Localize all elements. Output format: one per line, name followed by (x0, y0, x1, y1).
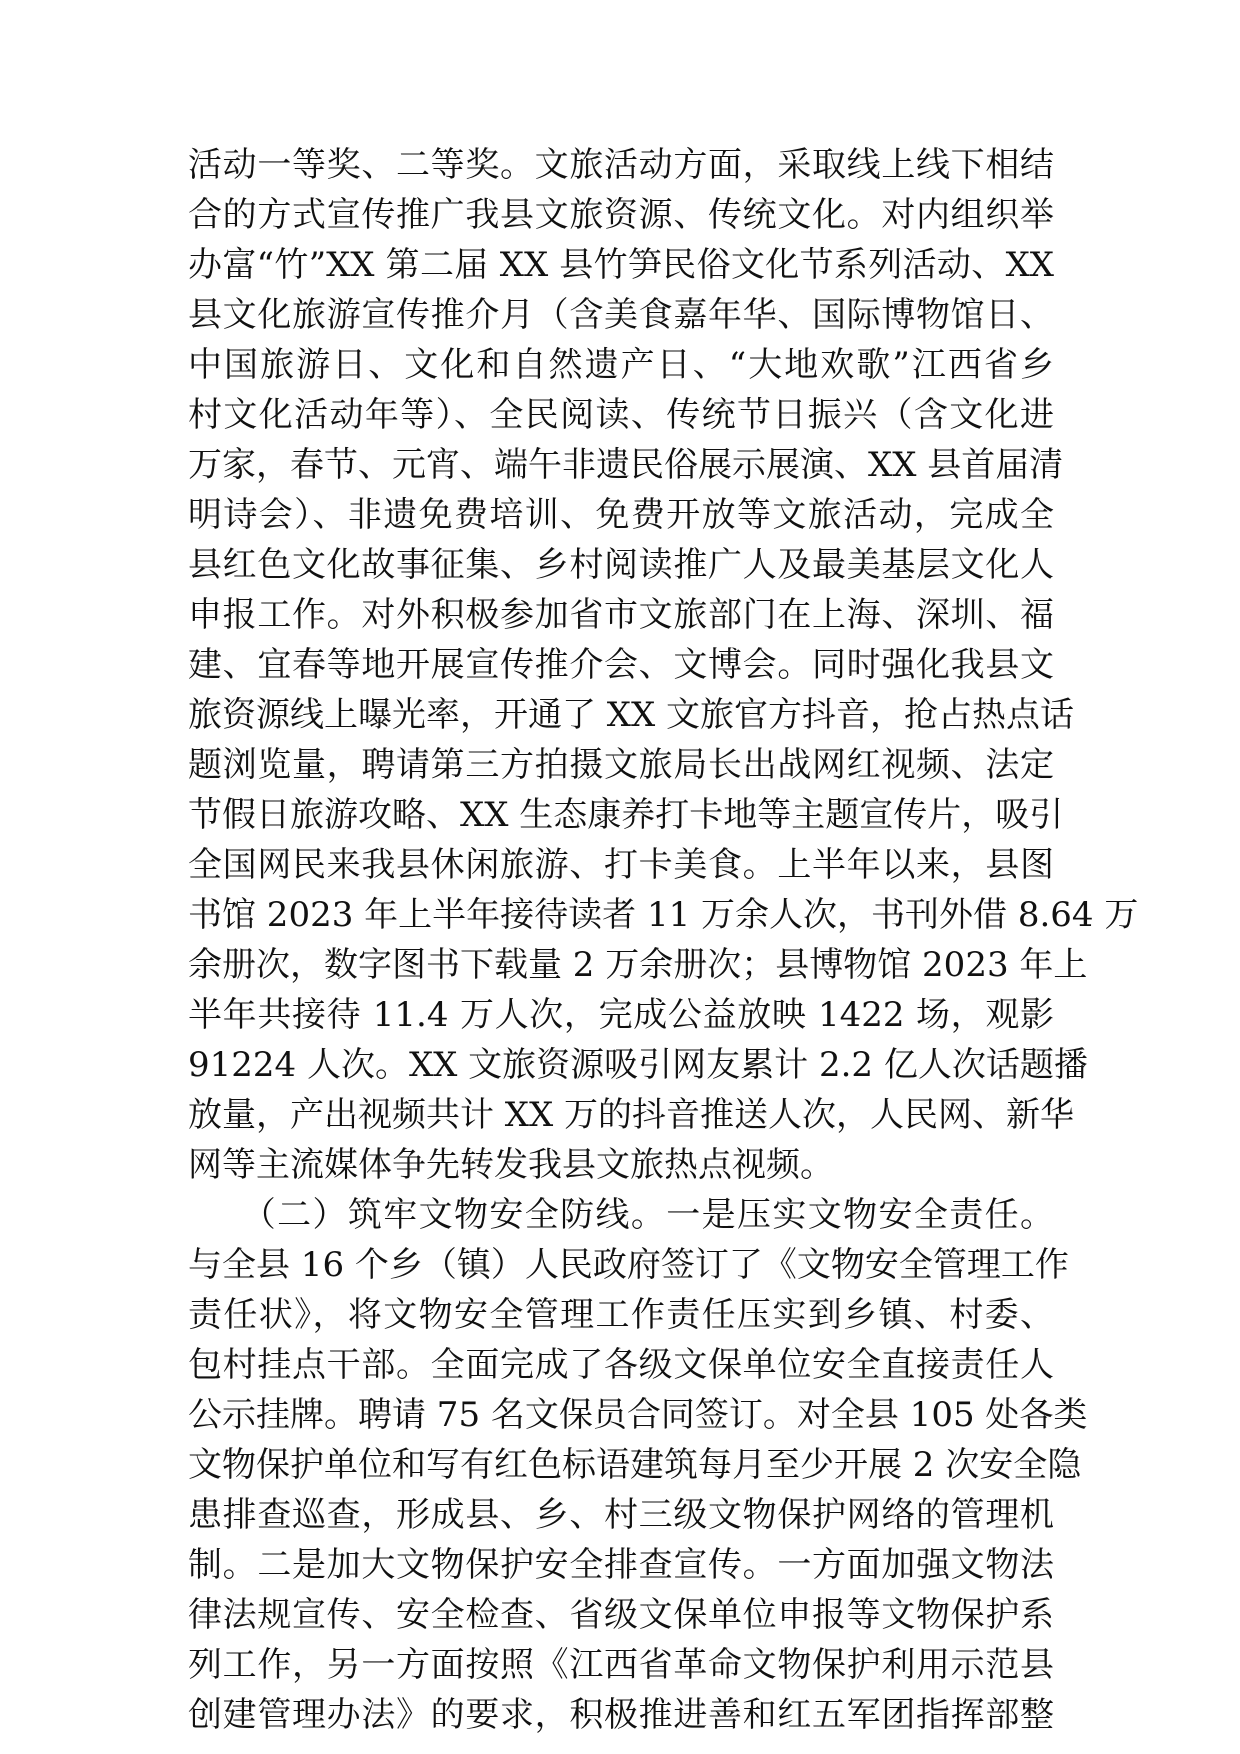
text-line: 包村挂点干部。全面完成了各级文保单位安全直接责任人 (188, 1345, 1054, 1385)
body-text (188, 140, 1139, 1740)
text-line: 旅资源线上曝光率，开通了 XX 文旅官方抖音，抢占热点话 (188, 695, 1075, 735)
text-line: 列工作，另一方面按照《江西省革命文物保护利用示范县 (188, 1645, 1054, 1685)
text-line: 办富“竹”XX 第二届 XX 县竹笋民俗文化节系列活动、XX (188, 245, 1054, 285)
text-line: 申报工作。对外积极参加省市文旅部门在上海、深圳、福 (188, 595, 1054, 635)
text-line: 书馆 2023 年上半年接待读者 11 万余人次，书刊外借 8.64 万 (188, 895, 1139, 935)
text-line: 县红色文化故事征集、乡村阅读推广人及最美基层文化人 (188, 545, 1054, 585)
text-line: 中国旅游日、文化和自然遗产日、“大地欢歌”江西省乡 (188, 345, 1054, 385)
text-line: 万家，春节、元宵、端午非遗民俗展示展演、XX 县首届清 (188, 445, 1064, 485)
paragraph-end-line: 网等主流媒体争先转发我县文旅热点视频。 (188, 1145, 834, 1185)
text-line: 公示挂牌。聘请 75 名文保员合同签订。对全县 105 处各类 (188, 1395, 1088, 1435)
text-line: 县文化旅游宣传推介月（含美食嘉年华、国际博物馆日、 (188, 295, 1054, 335)
text-line: 责任状》，将文物安全管理工作责任压实到乡镇、村委、 (188, 1295, 1054, 1335)
section-heading-line: （二）筑牢文物安全防线。一是压实文物安全责任。 (188, 1195, 1054, 1235)
text-line: 律法规宣传、安全检查、省级文保单位申报等文物保护系 (188, 1595, 1054, 1635)
text-line: 文物保护单位和写有红色标语建筑每月至少开展 2 次安全隐 (188, 1445, 1082, 1485)
text-line: 合的方式宣传推广我县文旅资源、传统文化。对内组织举 (188, 195, 1054, 235)
text-line: 余册次，数字图书下载量 2 万余册次；县博物馆 2023 年上 (188, 945, 1088, 985)
text-line: 制。二是加大文物保护安全排查宣传。一方面加强文物法 (188, 1545, 1054, 1585)
text-line: 题浏览量，聘请第三方拍摄文旅局长出战网红视频、法定 (188, 745, 1054, 785)
text-line: 活动一等奖、二等奖。文旅活动方面，采取线上线下相结 (188, 145, 1054, 185)
text-line: 患排查巡查，形成县、乡、村三级文物保护网络的管理机 (188, 1495, 1054, 1535)
text-line: 创建管理办法》的要求，积极推进善和红五军团指挥部整 (188, 1695, 1054, 1735)
text-line: 村文化活动年等）、全民阅读、传统节日振兴（含文化进 (188, 395, 1054, 435)
text-line: 全国网民来我县休闲旅游、打卡美食。上半年以来，县图 (188, 845, 1054, 885)
text-line: 91224 人次。XX 文旅资源吸引网友累计 2.2 亿人次话题播 (188, 1045, 1088, 1085)
text-line: 明诗会）、非遗免费培训、免费开放等文旅活动，完成全 (188, 495, 1054, 535)
text-line: 半年共接待 11.4 万人次，完成公益放映 1422 场，观影 (188, 995, 1054, 1035)
text-line: 放量，产出视频共计 XX 万的抖音推送人次，人民网、新华 (188, 1095, 1075, 1135)
text-line: 与全县 16 个乡（镇）人民政府签订了《文物安全管理工作 (188, 1245, 1069, 1285)
text-line: 建、宜春等地开展宣传推介会、文博会。同时强化我县文 (188, 645, 1054, 685)
text-line: 节假日旅游攻略、XX 生态康养打卡地等主题宣传片，吸引 (188, 795, 1064, 835)
